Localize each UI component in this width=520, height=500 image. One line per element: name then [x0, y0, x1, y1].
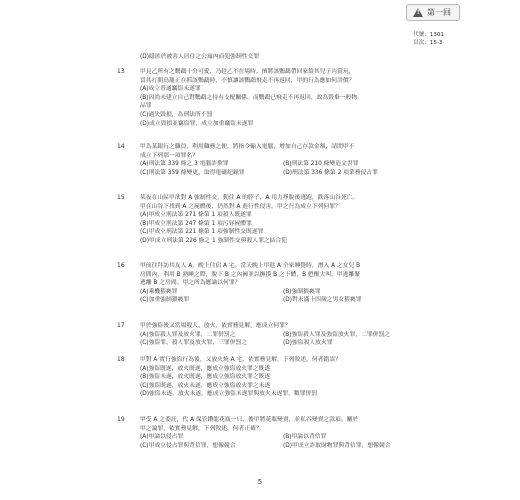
question-number: 19 [117, 416, 125, 423]
question-stem-line: 甲之論罪，依實務見解，下列敘述，何者正確？ [140, 425, 262, 432]
question-stem-line: 房間內，利用 B 熟睡之際，脫下 B 之內褲並以撫摸 B 之下體，B 甦醒大叫，甲逃離緊 [140, 271, 361, 278]
answer-option[interactable]: (A)強盜殺人罪及放火罪，二罪併罰之 [140, 331, 236, 338]
exam-code-line: 代號：1301 [413, 32, 445, 38]
page-code-line: 頁次：15-3 [413, 40, 443, 46]
answer-option[interactable]: (B)強盜未遂，放火既遂，應成立強盜放火罪之既遂 [140, 374, 271, 381]
answer-option[interactable]: (D)成立毀損並竊盜罪，成立加重竊盜未遂罪 [140, 120, 254, 127]
question-stem-line: 甲前往拜訪其友人 A，晚上住宿 A 宅。當天晚上甲趁 A 全家睡覺時，潛入 A 之女兒 B [140, 263, 361, 269]
answer-option[interactable]: (D)甲成立刑法第 226 條之 1 強制性交與殺人罪之結合犯 [140, 238, 288, 244]
answer-option[interactable]: (D)甲成立詐取財物罪與背信罪，想像競合 [283, 442, 391, 449]
answer-option[interactable]: (D)強盜未遂，放火未遂，應成立強盜未遂罪與放火未遂罪，數罪併罰 [140, 391, 318, 398]
question-stem-line: 甲在山谷下找到 A 之屍體後，仍然對 A 進行性侵害。甲之行為成立下列何罪？ [140, 203, 341, 210]
round-badge-label: 第一回 [427, 8, 451, 17]
exam-code [413, 31, 444, 47]
question-number: 13 [117, 68, 125, 75]
answer-option[interactable]: (A)強盜既遂，放火既遂，應成立強盜放火罪之既遂 [140, 365, 271, 372]
answer-option[interactable]: (B)甲論以背信罪 [283, 434, 327, 441]
question-stem-line: 成立下列那一項罪名？ [140, 152, 198, 159]
answer-option[interactable]: (C)甲成立刑法第 221 條第 1 項強制性交既遂罪 [140, 229, 264, 236]
answer-option[interactable]: (C)過失毀損，為刑法所不罰 [140, 112, 213, 118]
answer-option[interactable]: (A)甲成立刑法第 271 條第 1 項殺人既遂罪 [140, 212, 252, 219]
question-number: 17 [117, 322, 125, 329]
answer-option[interactable]: (B)強制猥褻罪 [283, 288, 321, 295]
question-number: 16 [117, 262, 125, 269]
answer-option[interactable]: (C)加重強制猥褻罪 [140, 297, 190, 304]
question-stem-line: 甲見乙所有之鸚鵡十分可愛，乃趁乙不在場時，擅將該鸚鵡帶回家給其兒子丙賞玩， [140, 69, 355, 75]
lead-option-line: (D)隱匿於被害人居住之公寓內而犯強制性交罪 [140, 54, 260, 60]
question-number: 14 [117, 143, 125, 150]
answer-option[interactable]: (A)乘機猥褻罪 [140, 288, 178, 295]
answer-option[interactable]: (C)甲成立侵占罪與背信罪，想像競合 [140, 442, 236, 449]
answer-option[interactable]: (D)刑法第 336 條第 2 項業務侵占罪 [283, 169, 378, 176]
answer-option[interactable]: (C)強盜罪、殺人罪及放火罪，三罪併罰之 [140, 340, 248, 347]
question-stem-line: 逃離 B 之房間。甲之所為應論以何罪？ [140, 280, 241, 287]
question-stem-line: 某夜在山區甲欲對 A 強制性交，動住 A 的脖子，A 用力掙脫後逃跑，跌落山谷死亡。 [140, 195, 359, 201]
answer-option[interactable]: (B)因尚未建立自己對鸚鵡之持有支配關係，而鸚鵡已飛走不再返回，故為毀棄一般物 [140, 94, 358, 101]
question-number: 15 [117, 194, 125, 201]
answer-option[interactable]: (B)刑法第 210 條變造文書罪 [283, 161, 359, 168]
answer-option[interactable]: (D)強盜殺人放火罪 [283, 340, 333, 347]
top-bar [0, 0, 520, 22]
round-badge[interactable] [406, 4, 460, 21]
question-stem-line: 當其打開鳥籠正在抓該鸚鵡時，不慎讓該鸚鵡飛走不再返回，甲的行為應如何評價？ [140, 77, 355, 84]
warning-icon [413, 8, 423, 17]
answer-option[interactable]: (C)強盜既遂，放火未遂，應成立強盜放火罪之未遂 [140, 382, 271, 389]
answer-option[interactable]: (C)刑法第 359 條變更、取得電磁紀錄罪 [140, 169, 245, 176]
answer-option[interactable]: (B)強盜殺人罪及強盜放火罪，二罪併罰之 [283, 331, 391, 338]
question-stem-line: 甲於強盜後又當場殺人、放火，依實務見解，應成立何罪？ [140, 323, 291, 329]
answer-option[interactable]: (A)甲論以侵占罪 [140, 434, 184, 441]
answer-option[interactable]: 品罪 [140, 103, 152, 110]
answer-option[interactable]: (A)刑法第 339 條之 3 電腦詐欺罪 [140, 161, 229, 168]
question-stem-line: 甲受 A 之委託，代 A 保管鑽龍花瓶一只，後甲將花瓶變賣，並私吞變賣之款項。關於 [140, 417, 359, 423]
answer-option[interactable]: (B)甲成立刑法第 247 條第 1 項污辱屍體罪 [140, 220, 252, 227]
question-stem-line: 甲對 A 實行強盜行為後，又放火燒 A 宅，依實務見解，下列敘述，何者錯誤？ [140, 357, 341, 363]
page-number: 5 [257, 478, 263, 486]
question-stem-line: 甲為某銀行之職員，利用職務之便，將指令輸入電腦，增加自己存款金額，請問甲不 [140, 144, 355, 150]
answer-option[interactable]: (A)成立普通竊盜未遂罪 [140, 86, 201, 93]
question-number: 18 [117, 356, 125, 363]
answer-option[interactable]: (D)對未滿十四歲之男女猥褻罪 [283, 297, 362, 304]
